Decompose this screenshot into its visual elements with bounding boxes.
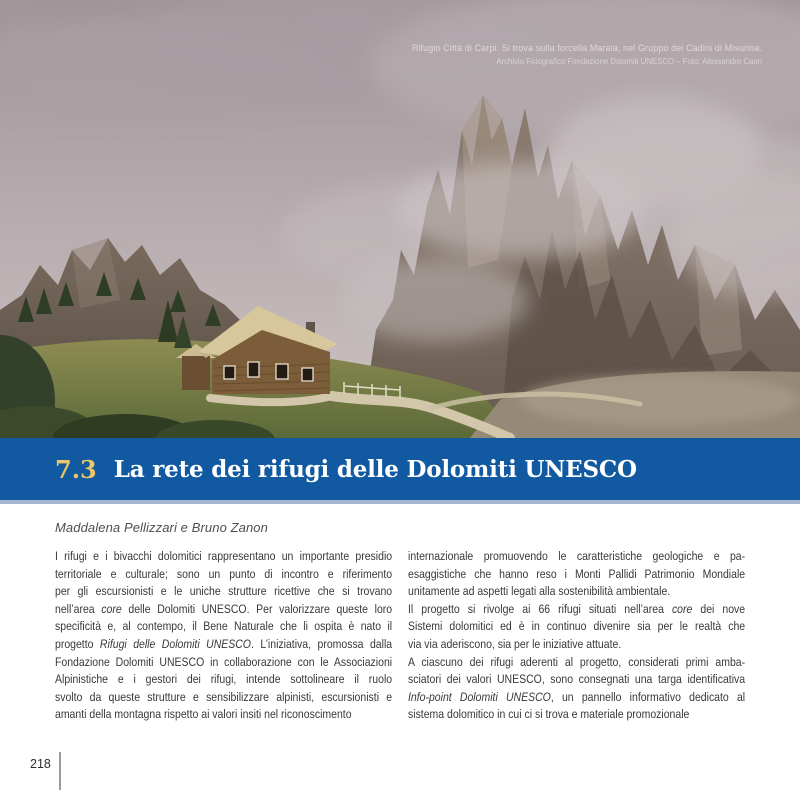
text-line: Sistemi dolomitici ed è in continuo divenire sia per le realtà che bbox=[408, 619, 746, 634]
text-line: svolto da queste strutture e sensibilizzare alpinisti, escursionisti e bbox=[55, 689, 393, 704]
photo-caption-credit: Archivio Fotografico Fondazione Dolomiti UNESCO – Foto: Alessandro Caon bbox=[496, 57, 762, 66]
photo-caption-title: Rifugio Città di Carpi. Si trova sulla forcella Maraia, nel Gruppo dei Cadini di Misurina. bbox=[411, 43, 762, 53]
section-number: 7.3 bbox=[55, 454, 97, 484]
text-line: sistema dolomitico in cui ci si trova e materiale promozionale bbox=[408, 707, 690, 722]
scree-light bbox=[520, 374, 800, 426]
text-line: Alpinistiche e i gestori dei rifugi, intende sottolineare il ruolo bbox=[55, 672, 393, 687]
text-line: amanti della montagna rispetto ai valori insiti nel riconoscimento bbox=[55, 707, 352, 722]
text-line: per gli escursionisti e le uniche strutture ricettive che si trovano bbox=[55, 584, 393, 599]
text-line: internazionale promuovendo le caratteristiche geologiche e pa- bbox=[408, 549, 746, 563]
text-line: unitamente ad aspetti legati alla sostenibilità ambientale. bbox=[408, 584, 671, 599]
text-line: A ciascuno dei rifugi aderenti al progetto, considerati primi amba- bbox=[408, 654, 746, 669]
section-title: La rete dei rifugi delle Dolomiti UNESCO bbox=[113, 455, 637, 483]
photo-caption bbox=[412, 42, 762, 68]
text-line: Info-point Dolomiti UNESCO, un pannello informativo dedicato al bbox=[408, 689, 746, 704]
authors-line: Maddalena Pellizzari e Bruno Zanon bbox=[55, 520, 268, 535]
text-line: esaggistiche che hanno reso i Monti Pallidi Patrimonio Mondiale bbox=[408, 566, 746, 581]
text-line: Fondazione Dolomiti UNESCO in collaborazione con le Associazioni bbox=[55, 654, 393, 669]
text-line: specificità e, al contempo, il Bene Naturale che li ospita è nato il bbox=[55, 619, 393, 634]
section-title-bar bbox=[0, 438, 800, 504]
body-text bbox=[55, 548, 745, 724]
text-line: via via aderiscono, sia per le iniziative attuate. bbox=[408, 636, 622, 651]
page-number: 218 bbox=[30, 757, 51, 771]
text-line: I rifugi e i bivacchi dolomitici rappresentano un importante presidio bbox=[55, 549, 393, 563]
right-column bbox=[408, 548, 745, 724]
annex-wall bbox=[182, 356, 210, 390]
text-line: nell’area core delle Dolomiti UNESCO. Per valorizzare queste loro bbox=[55, 601, 393, 616]
text-line: Il progetto si rivolge ai 66 rifugi situati nell’area core dei nove bbox=[408, 601, 746, 616]
text-line: sciatori dei valori UNESCO, sono consegnati una targa identificativa bbox=[408, 672, 746, 687]
left-column bbox=[55, 548, 392, 724]
page-number-rule bbox=[59, 752, 61, 790]
text-line: territoriale e culturale; sono un punto di incontro e riferimento bbox=[55, 566, 393, 581]
text-line: progetto Rifugi delle Dolomiti UNESCO. L’iniziativa, promossa dalla bbox=[55, 636, 393, 651]
